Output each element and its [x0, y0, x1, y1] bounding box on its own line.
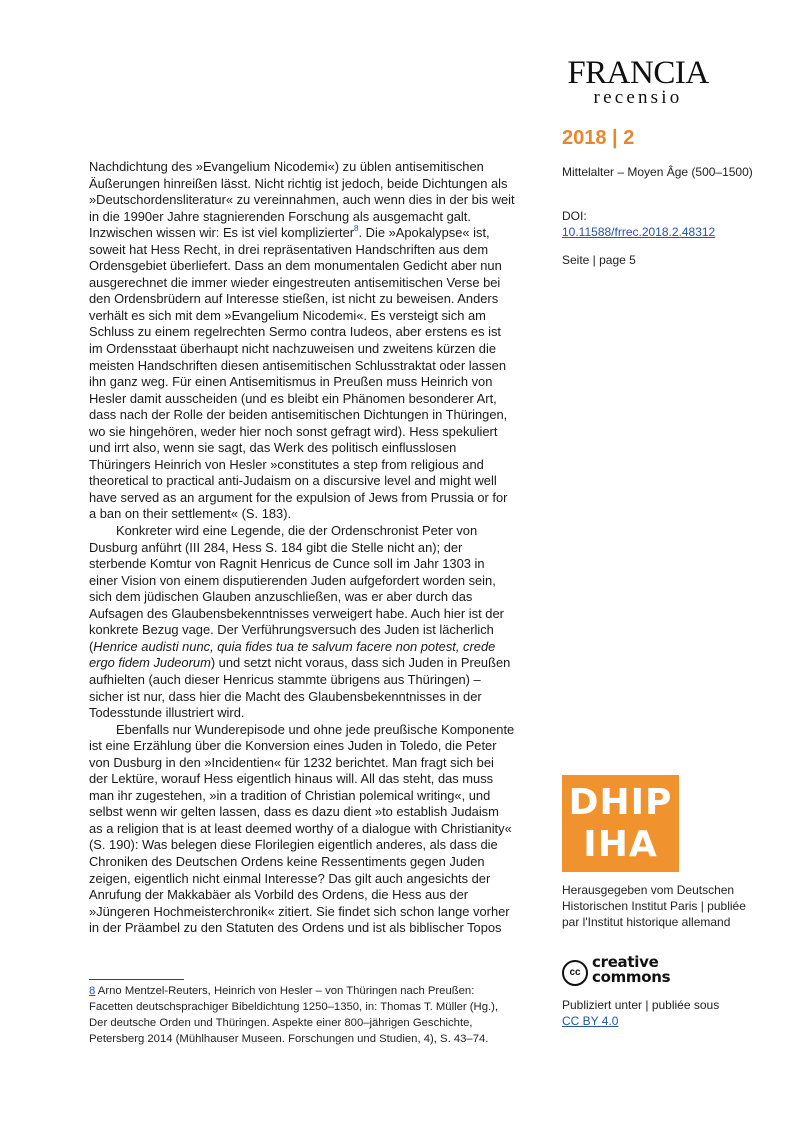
period-label: Mittelalter – Moyen Âge (500–1500) [562, 165, 753, 179]
cc-wordmark [592, 955, 670, 985]
dhip-logo-top: DHIP [568, 782, 673, 823]
paragraph-2 [89, 523, 516, 722]
license-text: Publiziert unter | publiée sous [562, 998, 720, 1012]
footnote-text: Arno Mentzel-Reuters, Heinrich von Hesler – von Thüringen nach Preußen: Facetten deutschsprachiger Bibeldichtung 1250–1350, in: Thomas T. Müller (Hg.), Der deutsche Orden und Thüringen. Aspekte einer 800–jährigen Geschichte, Petersberg 2014 (Mühlhauser Museen. Forschungen und Studien, 4), S. 43–74. [89, 985, 499, 1045]
footnote-ref-8[interactable]: 8 [354, 224, 359, 234]
dhip-iha-logo [562, 775, 679, 872]
paragraph-2-part-b: ) und setzt nicht voraus, dass sich Juden in Preußen aufhielten (auch dieser Henricus stammte übrigens aus Thüringen) – sicher ist nur, dass hier die Macht des Glaubensbekenntnisses in der Todesstunde illustriert wird. [89, 655, 511, 721]
cc-word-creative: creative [592, 953, 659, 971]
review-body [89, 159, 516, 937]
francia-recensio-logo [558, 55, 718, 108]
cc-word-commons: commons [592, 968, 671, 986]
issue-separator: | [606, 127, 624, 149]
paragraph-3: Ebenfalls nur Wunderepisode und ohne jede preußische Komponente ist eine Erzählung über die Konversion eines Juden in Toledo, die Peter von Dusburg in den »Incidentien« für 1232 berichtet. Man fragt sich bei der Lektüre, worauf Hess eigentlich hinaus will. All das steht, das muss man ihr zugestehen, »in a tradition of Christian polemical writing«, und selbst wenn wir gelten lassen, dass es dazu dient »to establish Judaism as a religion that is at least deemed worthy of a dialogue with Christianity« (S. 190): Was belegen diese Florilegien eigentlich anderes, als dass die Chroniken des Deutschen Ordens keine Ressentiments gegen Juden zeigen, eigentlich nicht einmal Interesse? Das gilt auch angesichts der Anrufung der Makkabäer als Vorbild des Ordens, die Hess aus der »Jüngeren Hochmeisterchronik« zitiert. Sie findet sich schon lange vorher in der Präambel zu den Statuten des Ordens und ist als biblischer Topos [89, 721, 515, 936]
issue-no: 2 [623, 127, 635, 149]
issue-year: 2018 [562, 127, 607, 149]
logo-francia: FRANCIA [567, 55, 709, 91]
latin-quote: Henrice audisti nunc, quia fides tua te salvum facere non potest, crede ergo fidem Judeorum [89, 638, 496, 671]
creative-commons-logo [562, 953, 762, 987]
paragraph-1-part-b: . Die »Apokalypse« ist, soweit hat Hess Recht, in drei repräsentativen Handschriften aus dem Ordensgebiet überliefert. Dass an dem monumentalen Gedicht aber nun ausgerechnet die immer wieder eingestreuten antisemitischen Verse bei den Ordensbrüdern auf Interesse stießen, ist nicht zu beweisen. Anders verhält es sich mit dem »Evangelium Nicodemi«. Es versteigt sich am Schluss zu einem regelrechten Sermo contra Iudeos, aber erstens es ist im Ordensstaat überhaupt nicht nachzuweisen und zweitens kürzen die meisten Handschriften diesen antisemitischen Schlusstraktat oder lassen ihn ganz weg. Für einen Antisemitismus in Preußen muss Heinrich von Hesler damit ausscheiden (und es bleibt ein Phänomen besonderer Art, dass nach der Rolle der beiden antisemitischen Dichtungen in Thüringen, wo sie hingehören, weder hier noch sonst gefragt wird). Hess spekuliert und irrt also, wenn sie sagt, das Werk des politisch einflusslosen Thüringers Heinrich von Hesler »constitutes a step from religious and theoretical to practical anti-Judaism on a discursive level and might well have served as an argument for the expulsion of Jews from Prussia or for a ban on their settlement« (S. 183). [89, 225, 508, 522]
footnote-divider [89, 979, 184, 980]
dhip-logo-bottom: IHA [583, 824, 658, 865]
license-link[interactable]: CC BY 4.0 [562, 1014, 619, 1028]
license-block [562, 997, 762, 1029]
footnote-8 [89, 983, 519, 1047]
logo-recensio: recensio [593, 87, 683, 108]
publisher-caption: Herausgegeben vom Deutschen Historischen Institut Paris | publiée par l'Institut historique allemand [562, 883, 746, 929]
footnote-number-link[interactable]: 8 [89, 985, 96, 997]
doi-block [562, 208, 762, 240]
issue-number [562, 127, 634, 150]
doi-label: DOI: [562, 209, 587, 223]
doi-link[interactable]: 10.11588/frrec.2018.2.48312 [562, 225, 716, 239]
paragraph-1 [89, 159, 516, 523]
paragraph-1-part-a: Nachdichtung des »Evangelium Nicodemi«) zu üblen antisemitischen Äußerungen hinreißen lässt. Nicht richtig ist jedoch, beide Dichtungen als »Deutschordensliteratur« zu vereinnahmen, auch wenn dies in der bis weit in die 1990er Jahre stagnierenden Forschung als ausgemacht galt. Inzwischen wissen wir: Es ist viel komplizierter [89, 159, 515, 241]
paragraph-2-part-a: Konkreter wird eine Legende, die der Ordenschronist Peter von Dusburg anführt (III 284, Hess S. 184 gibt die Stelle nicht an); der sterbende Komtur von Ragnit Henricus de Cunce soll im Jahr 1303 in einer Vision von einem disputierenden Juden aufgefordert worden sein, sich dem jüdischen Glauben anzuschließen, was er aber durch das Aufsagen des Glaubensbekenntnisses verweigert habe. Auch hier ist der konkrete Bezug vage. Der Verführungsversuch des Juden ist lächerlich ( [89, 523, 504, 654]
page-indicator: Seite | page 5 [562, 253, 636, 267]
cc-icon: cc [562, 960, 588, 986]
